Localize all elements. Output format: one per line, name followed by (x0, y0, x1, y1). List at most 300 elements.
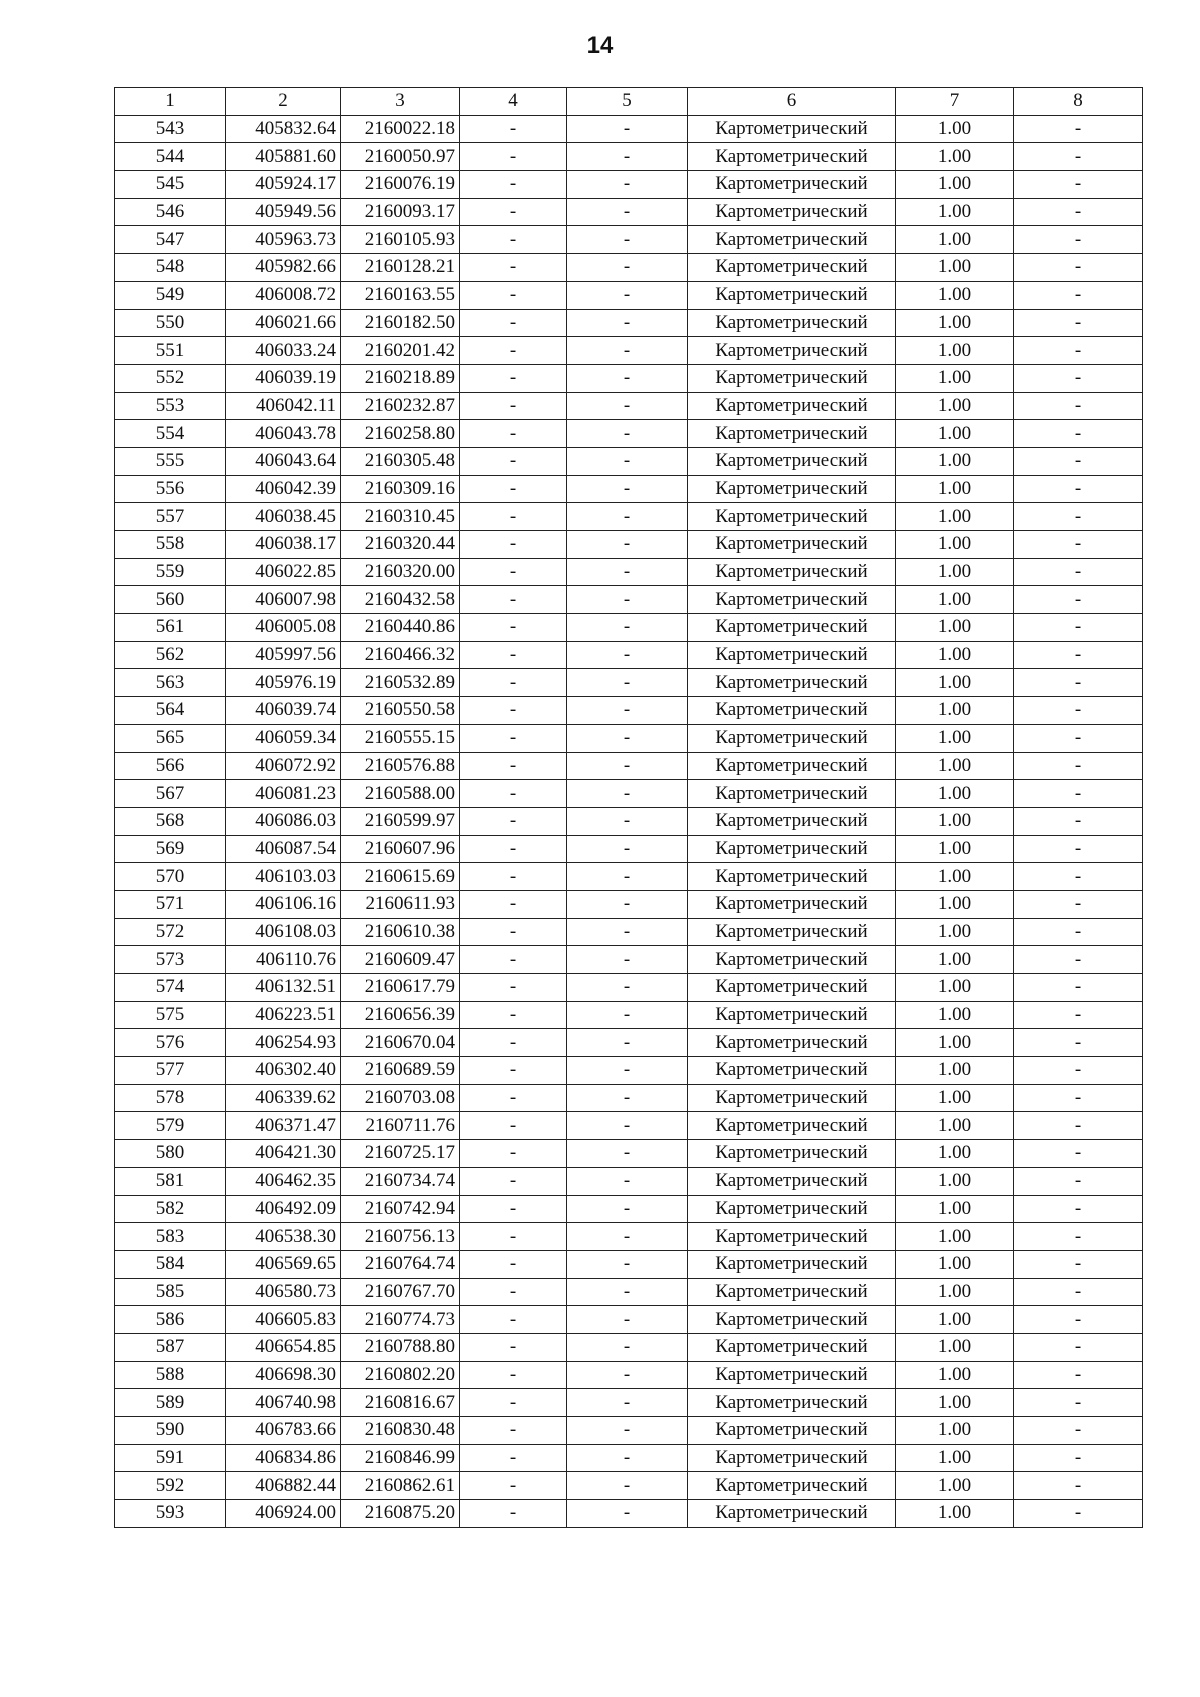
column-8-cell: - (1014, 1444, 1143, 1472)
accuracy-cell: 1.00 (896, 1389, 1014, 1417)
point-number-cell: 553 (115, 392, 226, 420)
column-4-cell: - (460, 1250, 567, 1278)
column-8-cell: - (1014, 281, 1143, 309)
method-cell: Картометрический (688, 835, 896, 863)
table-row (115, 918, 1143, 946)
column-4-cell: - (460, 364, 567, 392)
y-coordinate-cell: 2160774.73 (341, 1306, 460, 1334)
accuracy-cell: 1.00 (896, 752, 1014, 780)
y-coordinate-cell: 2160050.97 (341, 143, 460, 171)
column-8-cell: - (1014, 669, 1143, 697)
point-number-cell: 572 (115, 918, 226, 946)
method-cell: Картометрический (688, 918, 896, 946)
y-coordinate-cell: 2160830.48 (341, 1417, 460, 1445)
method-cell: Картометрический (688, 171, 896, 199)
column-5-cell: - (567, 641, 688, 669)
point-number-cell: 578 (115, 1084, 226, 1112)
column-8-cell: - (1014, 531, 1143, 559)
column-4-cell: - (460, 447, 567, 475)
method-cell: Картометрический (688, 1306, 896, 1334)
x-coordinate-cell: 406698.30 (226, 1361, 341, 1389)
y-coordinate-cell: 2160201.42 (341, 337, 460, 365)
method-cell: Картометрический (688, 281, 896, 309)
table-row (115, 1306, 1143, 1334)
column-5-cell: - (567, 946, 688, 974)
column-4-cell: - (460, 807, 567, 835)
table-row (115, 586, 1143, 614)
point-number-cell: 546 (115, 198, 226, 226)
accuracy-cell: 1.00 (896, 614, 1014, 642)
method-cell: Картометрический (688, 752, 896, 780)
point-number-cell: 588 (115, 1361, 226, 1389)
point-number-cell: 563 (115, 669, 226, 697)
accuracy-cell: 1.00 (896, 835, 1014, 863)
column-8-cell: - (1014, 807, 1143, 835)
column-8-cell: - (1014, 835, 1143, 863)
x-coordinate-cell: 406740.98 (226, 1389, 341, 1417)
column-5-cell: - (567, 1112, 688, 1140)
column-5-cell: - (567, 392, 688, 420)
x-coordinate-cell: 406223.51 (226, 1001, 341, 1029)
column-5-cell: - (567, 281, 688, 309)
column-8-cell: - (1014, 558, 1143, 586)
point-number-cell: 549 (115, 281, 226, 309)
accuracy-cell: 1.00 (896, 475, 1014, 503)
x-coordinate-cell: 406081.23 (226, 780, 341, 808)
x-coordinate-cell: 405982.66 (226, 254, 341, 282)
point-number-cell: 568 (115, 807, 226, 835)
point-number-cell: 580 (115, 1140, 226, 1168)
point-number-cell: 556 (115, 475, 226, 503)
y-coordinate-cell: 2160711.76 (341, 1112, 460, 1140)
column-header: 8 (1014, 88, 1143, 116)
method-cell: Картометрический (688, 364, 896, 392)
column-5-cell: - (567, 364, 688, 392)
table-row (115, 890, 1143, 918)
method-cell: Картометрический (688, 1167, 896, 1195)
table-row (115, 724, 1143, 752)
column-5-cell: - (567, 475, 688, 503)
point-number-cell: 586 (115, 1306, 226, 1334)
accuracy-cell: 1.00 (896, 641, 1014, 669)
y-coordinate-cell: 2160734.74 (341, 1167, 460, 1195)
table-row (115, 1029, 1143, 1057)
column-5-cell: - (567, 503, 688, 531)
column-5-cell: - (567, 614, 688, 642)
table-row (115, 1223, 1143, 1251)
y-coordinate-cell: 2160802.20 (341, 1361, 460, 1389)
table-row (115, 863, 1143, 891)
column-4-cell: - (460, 171, 567, 199)
table-row (115, 1167, 1143, 1195)
y-coordinate-cell: 2160588.00 (341, 780, 460, 808)
column-8-cell: - (1014, 1140, 1143, 1168)
y-coordinate-cell: 2160093.17 (341, 198, 460, 226)
column-8-cell: - (1014, 780, 1143, 808)
column-4-cell: - (460, 1195, 567, 1223)
method-cell: Картометрический (688, 1001, 896, 1029)
method-cell: Картометрический (688, 1195, 896, 1223)
point-number-cell: 552 (115, 364, 226, 392)
method-cell: Картометрический (688, 226, 896, 254)
table-row (115, 475, 1143, 503)
column-4-cell: - (460, 475, 567, 503)
accuracy-cell: 1.00 (896, 1084, 1014, 1112)
y-coordinate-cell: 2160767.70 (341, 1278, 460, 1306)
y-coordinate-cell: 2160670.04 (341, 1029, 460, 1057)
column-4-cell: - (460, 697, 567, 725)
table-row (115, 364, 1143, 392)
column-5-cell: - (567, 1223, 688, 1251)
column-4-cell: - (460, 1500, 567, 1528)
column-5-cell: - (567, 1417, 688, 1445)
table-row (115, 1001, 1143, 1029)
column-8-cell: - (1014, 171, 1143, 199)
column-5-cell: - (567, 1278, 688, 1306)
accuracy-cell: 1.00 (896, 420, 1014, 448)
table-row (115, 1472, 1143, 1500)
accuracy-cell: 1.00 (896, 1250, 1014, 1278)
method-cell: Картометрический (688, 586, 896, 614)
x-coordinate-cell: 405963.73 (226, 226, 341, 254)
column-4-cell: - (460, 226, 567, 254)
column-4-cell: - (460, 946, 567, 974)
point-number-cell: 590 (115, 1417, 226, 1445)
column-5-cell: - (567, 807, 688, 835)
point-number-cell: 591 (115, 1444, 226, 1472)
column-5-cell: - (567, 586, 688, 614)
y-coordinate-cell: 2160232.87 (341, 392, 460, 420)
accuracy-cell: 1.00 (896, 946, 1014, 974)
x-coordinate-cell: 406008.72 (226, 281, 341, 309)
y-coordinate-cell: 2160532.89 (341, 669, 460, 697)
table-body (115, 115, 1143, 1527)
x-coordinate-cell: 406021.66 (226, 309, 341, 337)
x-coordinate-cell: 406042.39 (226, 475, 341, 503)
accuracy-cell: 1.00 (896, 863, 1014, 891)
table-row (115, 392, 1143, 420)
table-row (115, 281, 1143, 309)
method-cell: Картометрический (688, 1140, 896, 1168)
y-coordinate-cell: 2160609.47 (341, 946, 460, 974)
column-4-cell: - (460, 1140, 567, 1168)
method-cell: Картометрический (688, 1084, 896, 1112)
column-8-cell: - (1014, 641, 1143, 669)
table-row (115, 780, 1143, 808)
x-coordinate-cell: 406132.51 (226, 974, 341, 1002)
column-8-cell: - (1014, 974, 1143, 1002)
column-5-cell: - (567, 835, 688, 863)
column-4-cell: - (460, 974, 567, 1002)
table-row (115, 198, 1143, 226)
y-coordinate-cell: 2160610.38 (341, 918, 460, 946)
point-number-cell: 581 (115, 1167, 226, 1195)
table-row (115, 226, 1143, 254)
column-4-cell: - (460, 641, 567, 669)
accuracy-cell: 1.00 (896, 586, 1014, 614)
table-row (115, 309, 1143, 337)
column-header: 5 (567, 88, 688, 116)
x-coordinate-cell: 406924.00 (226, 1500, 341, 1528)
x-coordinate-cell: 406072.92 (226, 752, 341, 780)
column-4-cell: - (460, 420, 567, 448)
column-8-cell: - (1014, 1001, 1143, 1029)
column-8-cell: - (1014, 1333, 1143, 1361)
column-4-cell: - (460, 863, 567, 891)
method-cell: Картометрический (688, 807, 896, 835)
x-coordinate-cell: 406110.76 (226, 946, 341, 974)
table-row (115, 1444, 1143, 1472)
column-8-cell: - (1014, 1250, 1143, 1278)
column-4-cell: - (460, 143, 567, 171)
method-cell: Картометрический (688, 1250, 896, 1278)
point-number-cell: 551 (115, 337, 226, 365)
accuracy-cell: 1.00 (896, 1140, 1014, 1168)
column-4-cell: - (460, 198, 567, 226)
y-coordinate-cell: 2160163.55 (341, 281, 460, 309)
point-number-cell: 589 (115, 1389, 226, 1417)
x-coordinate-cell: 406043.78 (226, 420, 341, 448)
column-8-cell: - (1014, 254, 1143, 282)
y-coordinate-cell: 2160742.94 (341, 1195, 460, 1223)
accuracy-cell: 1.00 (896, 115, 1014, 143)
table-row (115, 447, 1143, 475)
column-8-cell: - (1014, 946, 1143, 974)
point-number-cell: 582 (115, 1195, 226, 1223)
method-cell: Картометрический (688, 1444, 896, 1472)
point-number-cell: 584 (115, 1250, 226, 1278)
y-coordinate-cell: 2160607.96 (341, 835, 460, 863)
table-row (115, 1500, 1143, 1528)
method-cell: Картометрический (688, 337, 896, 365)
accuracy-cell: 1.00 (896, 392, 1014, 420)
column-8-cell: - (1014, 1167, 1143, 1195)
column-4-cell: - (460, 835, 567, 863)
x-coordinate-cell: 405976.19 (226, 669, 341, 697)
method-cell: Картометрический (688, 143, 896, 171)
table-row (115, 835, 1143, 863)
column-5-cell: - (567, 1361, 688, 1389)
point-number-cell: 555 (115, 447, 226, 475)
column-4-cell: - (460, 586, 567, 614)
column-4-cell: - (460, 337, 567, 365)
column-5-cell: - (567, 1195, 688, 1223)
method-cell: Картометрический (688, 724, 896, 752)
accuracy-cell: 1.00 (896, 198, 1014, 226)
column-5-cell: - (567, 1140, 688, 1168)
method-cell: Картометрический (688, 974, 896, 1002)
point-number-cell: 569 (115, 835, 226, 863)
column-4-cell: - (460, 392, 567, 420)
column-8-cell: - (1014, 1417, 1143, 1445)
accuracy-cell: 1.00 (896, 1112, 1014, 1140)
column-8-cell: - (1014, 392, 1143, 420)
column-5-cell: - (567, 669, 688, 697)
column-8-cell: - (1014, 863, 1143, 891)
x-coordinate-cell: 406022.85 (226, 558, 341, 586)
accuracy-cell: 1.00 (896, 807, 1014, 835)
accuracy-cell: 1.00 (896, 1500, 1014, 1528)
x-coordinate-cell: 406039.19 (226, 364, 341, 392)
column-5-cell: - (567, 115, 688, 143)
method-cell: Картометрический (688, 1278, 896, 1306)
column-5-cell: - (567, 1306, 688, 1334)
column-8-cell: - (1014, 447, 1143, 475)
method-cell: Картометрический (688, 198, 896, 226)
column-4-cell: - (460, 1001, 567, 1029)
point-number-cell: 570 (115, 863, 226, 891)
column-5-cell: - (567, 1250, 688, 1278)
y-coordinate-cell: 2160309.16 (341, 475, 460, 503)
point-number-cell: 577 (115, 1057, 226, 1085)
y-coordinate-cell: 2160788.80 (341, 1333, 460, 1361)
column-8-cell: - (1014, 614, 1143, 642)
method-cell: Картометрический (688, 1472, 896, 1500)
column-header: 6 (688, 88, 896, 116)
accuracy-cell: 1.00 (896, 724, 1014, 752)
point-number-cell: 576 (115, 1029, 226, 1057)
x-coordinate-cell: 406371.47 (226, 1112, 341, 1140)
table-row (115, 1361, 1143, 1389)
x-coordinate-cell: 406654.85 (226, 1333, 341, 1361)
column-8-cell: - (1014, 226, 1143, 254)
column-8-cell: - (1014, 143, 1143, 171)
column-8-cell: - (1014, 1389, 1143, 1417)
column-4-cell: - (460, 1361, 567, 1389)
point-number-cell: 561 (115, 614, 226, 642)
column-5-cell: - (567, 1500, 688, 1528)
y-coordinate-cell: 2160440.86 (341, 614, 460, 642)
column-4-cell: - (460, 1444, 567, 1472)
method-cell: Картометрический (688, 641, 896, 669)
accuracy-cell: 1.00 (896, 974, 1014, 1002)
column-5-cell: - (567, 447, 688, 475)
point-number-cell: 583 (115, 1223, 226, 1251)
y-coordinate-cell: 2160320.00 (341, 558, 460, 586)
x-coordinate-cell: 406462.35 (226, 1167, 341, 1195)
accuracy-cell: 1.00 (896, 1361, 1014, 1389)
method-cell: Картометрический (688, 863, 896, 891)
table-row (115, 115, 1143, 143)
column-4-cell: - (460, 1417, 567, 1445)
x-coordinate-cell: 406106.16 (226, 890, 341, 918)
point-number-cell: 564 (115, 697, 226, 725)
point-number-cell: 547 (115, 226, 226, 254)
method-cell: Картометрический (688, 1389, 896, 1417)
x-coordinate-cell: 406087.54 (226, 835, 341, 863)
y-coordinate-cell: 2160022.18 (341, 115, 460, 143)
column-8-cell: - (1014, 752, 1143, 780)
column-5-cell: - (567, 890, 688, 918)
column-4-cell: - (460, 724, 567, 752)
column-8-cell: - (1014, 198, 1143, 226)
column-header: 7 (896, 88, 1014, 116)
column-5-cell: - (567, 309, 688, 337)
column-5-cell: - (567, 198, 688, 226)
method-cell: Картометрический (688, 1223, 896, 1251)
table-row (115, 503, 1143, 531)
y-coordinate-cell: 2160764.74 (341, 1250, 460, 1278)
column-8-cell: - (1014, 697, 1143, 725)
accuracy-cell: 1.00 (896, 531, 1014, 559)
y-coordinate-cell: 2160310.45 (341, 503, 460, 531)
method-cell: Картометрический (688, 614, 896, 642)
column-8-cell: - (1014, 918, 1143, 946)
point-number-cell: 593 (115, 1500, 226, 1528)
point-number-cell: 567 (115, 780, 226, 808)
column-header: 4 (460, 88, 567, 116)
column-4-cell: - (460, 1057, 567, 1085)
table-row (115, 641, 1143, 669)
x-coordinate-cell: 406043.64 (226, 447, 341, 475)
column-5-cell: - (567, 1001, 688, 1029)
method-cell: Картометрический (688, 531, 896, 559)
accuracy-cell: 1.00 (896, 1167, 1014, 1195)
y-coordinate-cell: 2160576.88 (341, 752, 460, 780)
method-cell: Картометрический (688, 1057, 896, 1085)
x-coordinate-cell: 405997.56 (226, 641, 341, 669)
y-coordinate-cell: 2160816.67 (341, 1389, 460, 1417)
table-row (115, 1250, 1143, 1278)
x-coordinate-cell: 406569.65 (226, 1250, 341, 1278)
page-number: 14 (586, 32, 614, 59)
column-5-cell: - (567, 1333, 688, 1361)
y-coordinate-cell: 2160076.19 (341, 171, 460, 199)
column-4-cell: - (460, 281, 567, 309)
method-cell: Картометрический (688, 309, 896, 337)
table-row (115, 1333, 1143, 1361)
column-8-cell: - (1014, 420, 1143, 448)
column-4-cell: - (460, 1084, 567, 1112)
column-8-cell: - (1014, 309, 1143, 337)
column-5-cell: - (567, 558, 688, 586)
x-coordinate-cell: 406492.09 (226, 1195, 341, 1223)
y-coordinate-cell: 2160611.93 (341, 890, 460, 918)
accuracy-cell: 1.00 (896, 1195, 1014, 1223)
accuracy-cell: 1.00 (896, 1001, 1014, 1029)
column-5-cell: - (567, 752, 688, 780)
point-number-cell: 562 (115, 641, 226, 669)
y-coordinate-cell: 2160846.99 (341, 1444, 460, 1472)
table-row (115, 1112, 1143, 1140)
y-coordinate-cell: 2160128.21 (341, 254, 460, 282)
x-coordinate-cell: 406007.98 (226, 586, 341, 614)
table-row (115, 974, 1143, 1002)
x-coordinate-cell: 406254.93 (226, 1029, 341, 1057)
column-5-cell: - (567, 1444, 688, 1472)
x-coordinate-cell: 406059.34 (226, 724, 341, 752)
x-coordinate-cell: 406605.83 (226, 1306, 341, 1334)
x-coordinate-cell: 406302.40 (226, 1057, 341, 1085)
table-row (115, 946, 1143, 974)
column-8-cell: - (1014, 1029, 1143, 1057)
table-row (115, 1140, 1143, 1168)
column-4-cell: - (460, 752, 567, 780)
method-cell: Картометрический (688, 1112, 896, 1140)
accuracy-cell: 1.00 (896, 1029, 1014, 1057)
column-5-cell: - (567, 697, 688, 725)
point-number-cell: 592 (115, 1472, 226, 1500)
accuracy-cell: 1.00 (896, 503, 1014, 531)
point-number-cell: 557 (115, 503, 226, 531)
table-row (115, 752, 1143, 780)
x-coordinate-cell: 406834.86 (226, 1444, 341, 1472)
method-cell: Картометрический (688, 420, 896, 448)
column-4-cell: - (460, 558, 567, 586)
table-row (115, 697, 1143, 725)
method-cell: Картометрический (688, 669, 896, 697)
x-coordinate-cell: 406882.44 (226, 1472, 341, 1500)
